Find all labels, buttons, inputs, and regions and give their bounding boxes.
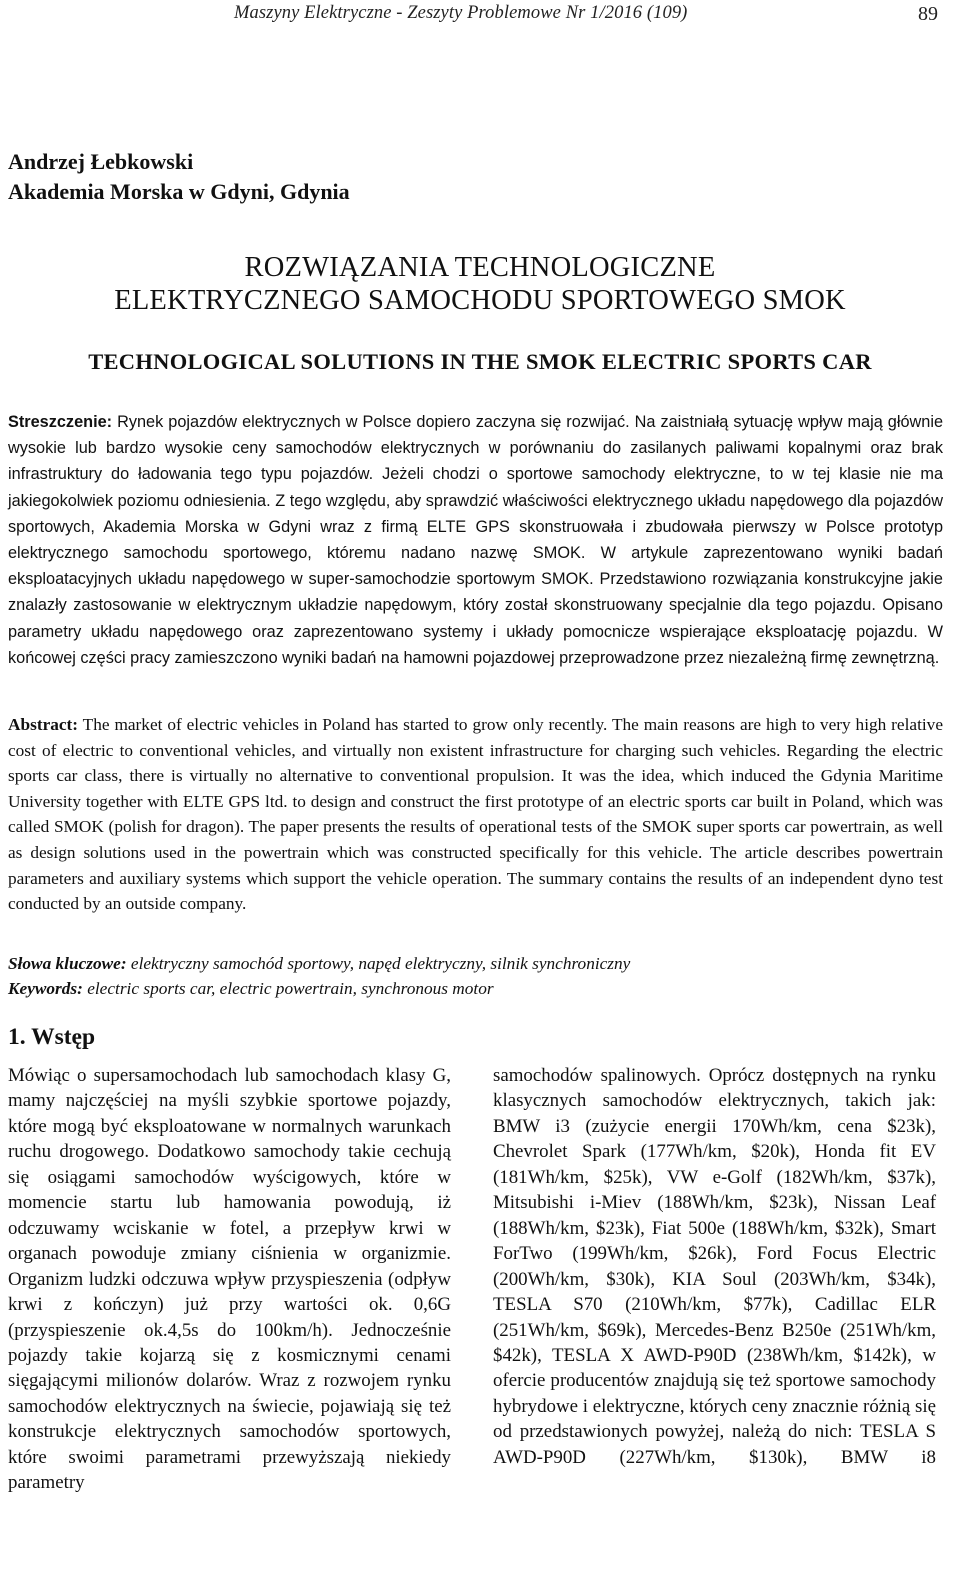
keywords-polish — [8, 951, 943, 976]
keywords-english-label: Keywords: — [8, 979, 83, 998]
keywords-english-text: electric sports car, electric powertrain, synchronous motor — [82, 979, 494, 998]
author-name: Andrzej Łebkowski — [8, 149, 194, 174]
author-affiliation: Akademia Morska w Gdyni, Gdynia — [8, 179, 350, 204]
abstract-polish — [8, 409, 943, 671]
abstract-polish-label: Streszczenie: — [8, 413, 113, 431]
keywords-block — [8, 951, 943, 1001]
author-block — [8, 147, 350, 207]
abstract-polish-text: Rynek pojazdów elektrycznych w Polsce dopiero zaczyna się rozwijać. Na zaistniałą sytuację wpływ mają głównie wysokie lub bardzo wysokie ceny samochodów elektrycznych w porównaniu do zasilanych paliwami kopalnymi oraz brak infrastruktury do ładowania tego typu pojazdów. Jeżeli chodzi o sportowe samochody elektryczne, to w tej klasie nie ma jakiegokolwiek poziomu odniesienia. Z tego względu, aby sprawdzić właściwości elektrycznego układu napędowego dla pojazdów sportowych, Akademia Morska w Gdyni wraz z firmą ELTE GPS skonstruowała i zbudowała pierwszy w Polsce prototyp elektrycznego samochodu sportowego, któremu nadano nazwę SMOK. W artykule zaprezentowano wyniki badań eksploatacyjnych układu napędowego w super-samochodzie sportowym SMOK. Przedstawiono rozwiązania konstrukcyjne jakie znalazły zastosowanie w elektrycznym układzie napędowym, który został skonstruowany specjalnie dla tego pojazdu. Opisano parametry układu napędowego oraz zaprezentowano systemy i układy pomocnicze wspierające eksploatację pojazdu. W końcowej części pracy zamieszczono wyniki badań na hamowni pojazdowej przeprowadzone przez niezależną firmę zewnętrzną. — [8, 413, 943, 667]
abstract-english-label: Abstract: — [8, 715, 79, 734]
section-heading-introduction: 1. Wstęp — [8, 1024, 96, 1050]
title-polish-line-2: ELEKTRYCZNEGO SAMOCHODU SPORTOWEGO SMOK — [114, 285, 846, 316]
body-column-right: samochodów spalinowych. Oprócz dostępnych na rynku klasycznych samochodów elektrycznych, takich jak: BMW i3 (zużycie energii 170Wh/km, cena $23k), Chevrolet Spark (177Wh/km, $20k), Honda fit EV (181Wh/km, $25k), VW e-Golf (182Wh/km, $37k), Mitsubishi i-Miev (188Wh/km, $23k), Nissan Leaf (188Wh/km, $23k), Fiat 500e (188Wh/km, $32k), Smart ForTwo (199Wh/km, $26k), Ford Focus Electric (200Wh/km, $30k), KIA Soul (203Wh/km, $34k), TESLA S70 (210Wh/km, $77k), Cadillac ELR (251Wh/km, $69k), Mercedes-Benz B250e (251Wh/km, $42k), TESLA X AWD-P90D (238Wh/km, $142k), w ofercie producentów znajdują się też sportowe samochody hybrydowe i elektryczne, których ceny znacznie różnią się od przedstawionych powyżej, należą do nich: TESLA S AWD-P90D (227Wh/km, $130k), BMW i8 — [493, 1065, 936, 1468]
body-column-left: Mówiąc o supersamochodach lub samochodach klasy G, mamy najczęściej na myśli szybkie sportowe pojazdy, które mogą być eksploatowane w normalnych warunkach ruchu drogowego. Dodatkowo samochody takie cechują się osiągami samochodów wyścigowych, które w momencie startu lub hamowania powodują, iż odczuwamy wciskanie w fotel, a przepływ krwi w organach powoduje zmiany ciśnienia w organizmie. Organizm ludzki odczuwa wpływ przyspieszenia (odpływ krwi z kończyn) już przy wartości ok. 0,6G (przyspieszenie ok.4,5s do 100km/h). Jednocześnie pojazdy takie kojarzą się z kosmicznymi cenami sięgającymi milionów dolarów. Wraz z rozwojem rynku samochodów elektrycznych na świecie, pojawiają się też konstrukcje elektrycznych samochodów sportowych, które swoimi parametrami przewyższają niekiedy parametry — [8, 1065, 451, 1494]
title-polish-line-1: ROZWIĄZANIA TECHNOLOGICZNE — [244, 252, 716, 283]
keywords-polish-label: Słowa kluczowe: — [8, 954, 127, 973]
page-number: 89 — [918, 3, 938, 25]
abstract-english — [8, 712, 943, 917]
abstract-english-text: The market of electric vehicles in Poland has started to grow only recently. The main reasons are high to very high relative cost of electric to conventional vehicles, and virtually non existent infrastructure for charging such vehicles. Regarding the electric sports car class, there is virtually no alternative to conventional propulsion. It was the idea, which induced the Gdynia Maritime University together with ELTE GPS ltd. to design and construct the first prototype of an electric sports car built in Poland, which was called SMOK (polish for dragon). The paper presents the results of operational tests of the SMOK super sports car powertrain, as well as design solutions used in the powertrain which was constructed specifically for this vehicle. The article describes powertrain parameters and auxiliary systems which support the vehicle operation. The summary contains the results of an independent dyno test conducted by an outside company. — [8, 715, 943, 914]
title-polish — [0, 251, 960, 317]
keywords-polish-text: elektryczny samochód sportowy, napęd elektryczny, silnik synchroniczny — [126, 954, 631, 973]
keywords-english — [8, 976, 943, 1001]
title-english: TECHNOLOGICAL SOLUTIONS IN THE SMOK ELECTRIC SPORTS CAR — [88, 349, 872, 374]
journal-running-header: Maszyny Elektryczne - Zeszyty Problemowe Nr 1/2016 (109) — [234, 3, 688, 23]
